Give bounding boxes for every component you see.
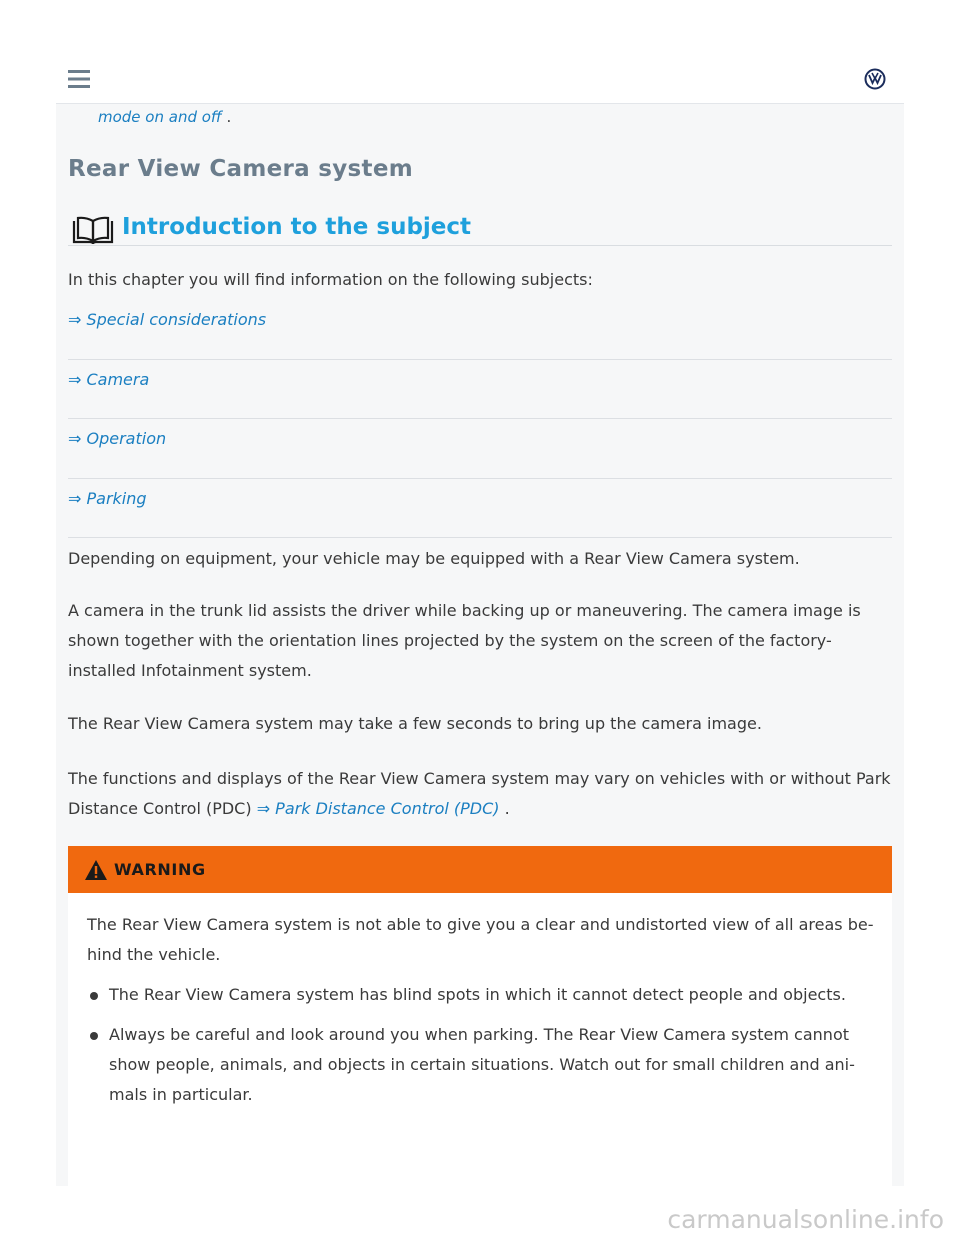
watermark: carmanualsonline.info bbox=[667, 1205, 944, 1234]
warning-label: WARNING bbox=[114, 860, 206, 879]
link-operation[interactable]: ⇒ Operation bbox=[68, 429, 167, 448]
list-item bbox=[68, 479, 892, 539]
section-title: Rear View Camera system bbox=[68, 156, 413, 182]
subsection-header bbox=[68, 210, 892, 246]
paragraph-camera-function: A camera in the trunk lid assists the driver while backing up or maneuvering. The camera image is shown together with the orientation lines projected by the system on the screen of the factory-installed Infotainment system. bbox=[68, 601, 861, 680]
pdc-link[interactable]: ⇒ Park Distance Control (PDC) bbox=[256, 799, 500, 818]
list-item bbox=[68, 300, 892, 360]
warning-bullets bbox=[87, 980, 877, 1110]
pdc-text: The functions and displays of the Rear View Camera system may vary on vehicles with or without Park Distance Control (PDC) bbox=[68, 769, 891, 818]
warning-header bbox=[68, 846, 892, 893]
book-icon bbox=[70, 216, 116, 246]
subsection-title: Introduction to the subject bbox=[122, 214, 472, 240]
hamburger-menu-icon[interactable] bbox=[68, 68, 90, 90]
intro-text: In this chapter you will find information on the following subjects: bbox=[68, 270, 593, 289]
vw-logo-icon bbox=[864, 68, 886, 90]
warning-box bbox=[68, 846, 892, 1186]
warning-triangle-icon bbox=[84, 859, 108, 881]
list-item: Always be careful and look around you when parking. The Rear View Camera system cannot show people, animals, and objects in certain situations. Watch out for small children and ani-mals in particular. bbox=[87, 1020, 877, 1110]
content-panel bbox=[56, 104, 904, 1186]
pdc-tail: . bbox=[504, 799, 510, 818]
list-item: The Rear View Camera system has blind spots in which it cannot detect people and objects. bbox=[87, 980, 877, 1010]
paragraph-equipment: Depending on equipment, your vehicle may be equipped with a Rear View Camera system. bbox=[68, 549, 800, 568]
paragraph-pdc bbox=[68, 764, 898, 824]
prev-link-tail: . bbox=[226, 108, 232, 126]
prev-section-link[interactable] bbox=[98, 108, 231, 126]
warning-intro: The Rear View Camera system is not able to give you a clear and undistorted view of all areas be-hind the vehicle. bbox=[87, 915, 874, 964]
list-item bbox=[68, 419, 892, 479]
subject-list bbox=[68, 300, 892, 538]
top-bar bbox=[56, 56, 904, 104]
paragraph-startup-delay: The Rear View Camera system may take a few seconds to bring up the camera image. bbox=[68, 714, 762, 733]
warning-body bbox=[87, 910, 877, 1120]
link-camera[interactable]: ⇒ Camera bbox=[68, 369, 150, 389]
prev-link-label[interactable]: mode on and off bbox=[98, 108, 222, 126]
link-parking[interactable]: ⇒ Parking bbox=[68, 488, 147, 508]
list-item bbox=[68, 360, 892, 420]
link-special-considerations[interactable]: ⇒ Special considerations bbox=[68, 310, 267, 329]
